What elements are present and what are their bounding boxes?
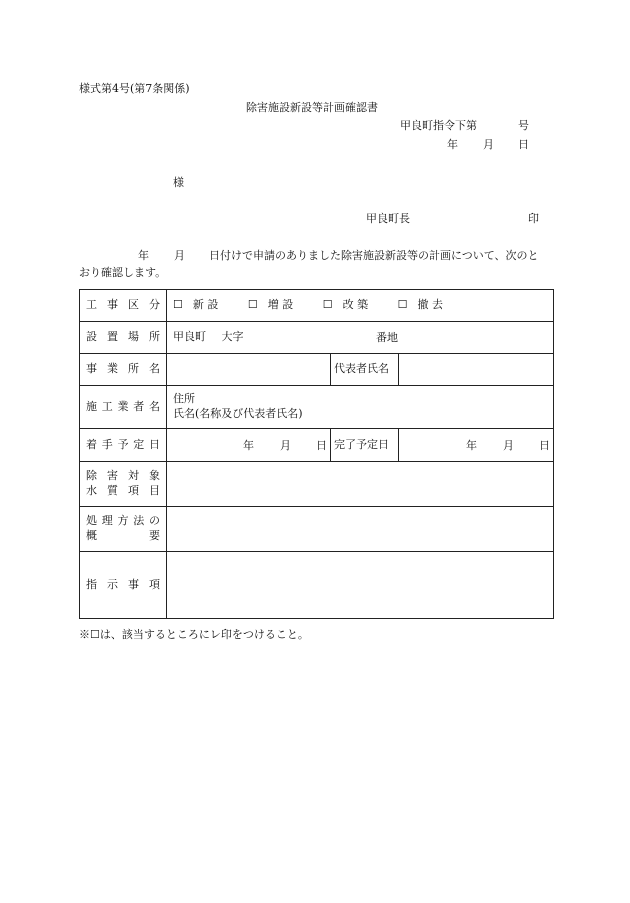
doc-number-suffix: 号 (518, 119, 529, 132)
confirmation-table (79, 289, 554, 619)
issue-date-month: 月 (483, 138, 494, 151)
document-title: 除害施設新設等計画確認書 (246, 101, 378, 114)
representative-name-value[interactable] (399, 354, 554, 386)
body-year: 年 (138, 249, 149, 262)
instructions-value[interactable] (167, 552, 554, 619)
doc-number-prefix: 甲良町指令下第 (400, 119, 477, 132)
work-category-options (167, 290, 554, 322)
work-category-label (80, 290, 167, 322)
location-label (80, 322, 167, 354)
end-year: 年 (466, 439, 477, 452)
contractor-name-label: 氏名(名称及び代表者氏名) (173, 407, 303, 420)
body-text-line2: おり確認します。 (79, 266, 167, 279)
body-month: 月 (174, 249, 185, 262)
end-day: 日 (539, 439, 550, 452)
footnote: ※☐は、該当するところにレ印をつけること。 (79, 628, 309, 641)
end-date-label: 完了予定日 (331, 429, 399, 462)
issuer-name: 甲良町長 (366, 212, 410, 225)
form-number: 様式第4号(第7条関係) (79, 82, 190, 95)
checkbox-new[interactable]: ☐ (173, 298, 183, 312)
location-aza: 大字 (221, 330, 244, 344)
row-location (80, 322, 554, 354)
instructions-label-text: 指 示 事 項 (86, 577, 160, 591)
issue-date-day: 日 (518, 138, 529, 151)
row-contractor (80, 386, 554, 429)
treatment-value[interactable] (167, 507, 554, 552)
end-date-value[interactable] (399, 429, 554, 462)
target-quality-label (80, 462, 167, 507)
addressee-honorific: 様 (173, 176, 184, 189)
row-treatment (80, 507, 554, 552)
row-target-quality (80, 462, 554, 507)
target-quality-label-line2: 水 質 項 目 (86, 484, 160, 497)
business-name-label-text: 事 業 所 名 (86, 362, 160, 376)
contractor-value[interactable] (167, 386, 554, 429)
treatment-label-line2: 概 要 (86, 529, 160, 542)
option-renovation[interactable] (323, 298, 368, 313)
end-month: 月 (503, 439, 514, 452)
instructions-label (80, 552, 167, 619)
checkbox-renovation[interactable]: ☐ (322, 298, 333, 312)
start-date-value[interactable] (167, 429, 331, 462)
row-instructions (80, 552, 554, 619)
option-expansion[interactable] (248, 298, 293, 313)
location-value[interactable] (167, 322, 554, 354)
contractor-label-text: 施 工 業 者 名 (86, 399, 160, 413)
option-new-construction[interactable] (173, 298, 218, 313)
start-day: 日 (316, 439, 327, 452)
seal-mark: 印 (528, 212, 539, 225)
contractor-label (80, 386, 167, 429)
treatment-label (80, 507, 167, 552)
option-expansion-label: 増 設 (267, 298, 294, 312)
business-name-label (80, 354, 167, 386)
start-date-label-text: 着 手 予 定 日 (86, 437, 160, 451)
checkbox-expansion[interactable]: ☐ (247, 298, 258, 312)
start-date-label (80, 429, 167, 462)
target-quality-value[interactable] (167, 462, 554, 507)
location-banchi: 番地 (376, 331, 398, 344)
option-new-label: 新 設 (192, 298, 219, 312)
start-month: 月 (280, 439, 291, 452)
target-quality-label-line1: 除 害 対 象 (86, 469, 160, 483)
option-renovation-label: 改 築 (342, 298, 369, 312)
row-work-category (80, 290, 554, 322)
work-category-label-text: 工 事 区 分 (86, 298, 160, 312)
option-removal[interactable] (398, 298, 443, 313)
start-year: 年 (243, 439, 254, 452)
business-name-value[interactable] (167, 354, 331, 386)
representative-name-label: 代表者氏名 (331, 354, 399, 386)
issue-date-year: 年 (447, 138, 458, 151)
body-text-line1: 日付けで申請のありました除害施設新設等の計画について、次のと (209, 249, 539, 262)
option-removal-label: 撤 去 (417, 298, 443, 312)
treatment-label-line1: 処 理 方 法 の (86, 514, 160, 528)
checkbox-removal[interactable]: ☐ (397, 298, 408, 312)
contractor-address-label: 住所 (173, 392, 195, 406)
location-town: 甲良町 (173, 330, 206, 344)
location-label-text: 設 置 場 所 (86, 330, 160, 344)
row-schedule (80, 429, 554, 462)
row-business-name (80, 354, 554, 386)
